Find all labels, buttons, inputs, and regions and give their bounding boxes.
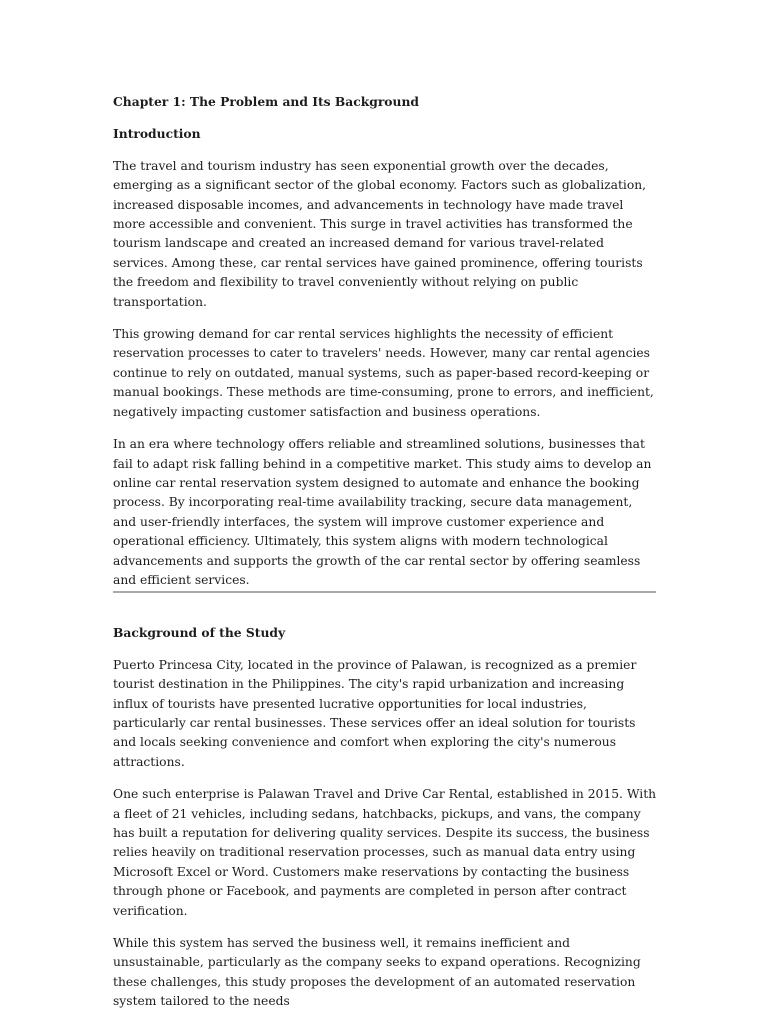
document-page <box>113 92 657 1025</box>
introduction-paragraph: In an era where technology offers reliable and streamlined solutions, businesses that fail to adapt risk falling behind in a competitive market. This study aims to develop an online car rental reservation system designed to automate and enhance the booking process. By incorporating real-time availability tracking, secure data management, and user-friendly interfaces, the system will improve customer experience and operational efficiency. Ultimately, this system aligns with modern technological advancements and supports the growth of the car rental sector by offering seamless and efficient services. <box>113 437 652 587</box>
section-divider <box>113 591 656 593</box>
introduction-heading: Introduction <box>113 126 201 142</box>
chapter-title: Chapter 1: The Problem and Its Background <box>113 94 419 109</box>
background-paragraph: One such enterprise is Palawan Travel and Drive Car Rental, established in 2015. With a fleet of 21 vehicles, including sedans, hatchbacks, pickups, and vans, the company has built a reputation for delivering quality services. Despite its success, the business relies heavily on traditional reservation processes, such as manual data entry using Microsoft Excel or Word. Customers make reservations by contacting the business through phone or Facebook, and payments are completed in person after contract verification. <box>113 787 657 918</box>
background-paragraph: While this system has served the business well, it remains inefficient and unsustainable, particularly as the company seeks to expand operations. Recognizing these challenges, this study proposes the development of an automated reservation system tailored to the needs <box>113 936 641 1009</box>
background-heading: Background of the Study <box>113 625 286 641</box>
introduction-paragraph: The travel and tourism industry has seen exponential growth over the decades, emerging as a significant sector of the global economy. Factors such as globalization, increased disposable incomes, and advancements in technology have made travel more accessible and convenient. This surge in travel activities has transformed the tourism landscape and created an increased demand for various travel-related services. Among these, car rental services have gained prominence, offering tourists the freedom and flexibility to travel conveniently without relying on public transportation. <box>113 158 647 309</box>
introduction-paragraph: This growing demand for car rental services highlights the necessity of efficient reservation processes to cater to travelers' needs. However, many car rental agencies continue to rely on outdated, manual systems, such as paper-based record-keeping or manual bookings. These methods are time-consuming, prone to errors, and inefficient, negatively impacting customer satisfaction and business operations. <box>113 327 654 419</box>
background-paragraph: Puerto Princesa City, located in the province of Palawan, is recognized as a premier tourist destination in the Philippines. The city's rapid urbanization and increasing influx of tourists have presented lucrative opportunities for local industries, particularly car rental businesses. These services offer an ideal solution for tourists and locals seeking convenience and comfort when exploring the city's numerous attractions. <box>113 657 637 769</box>
